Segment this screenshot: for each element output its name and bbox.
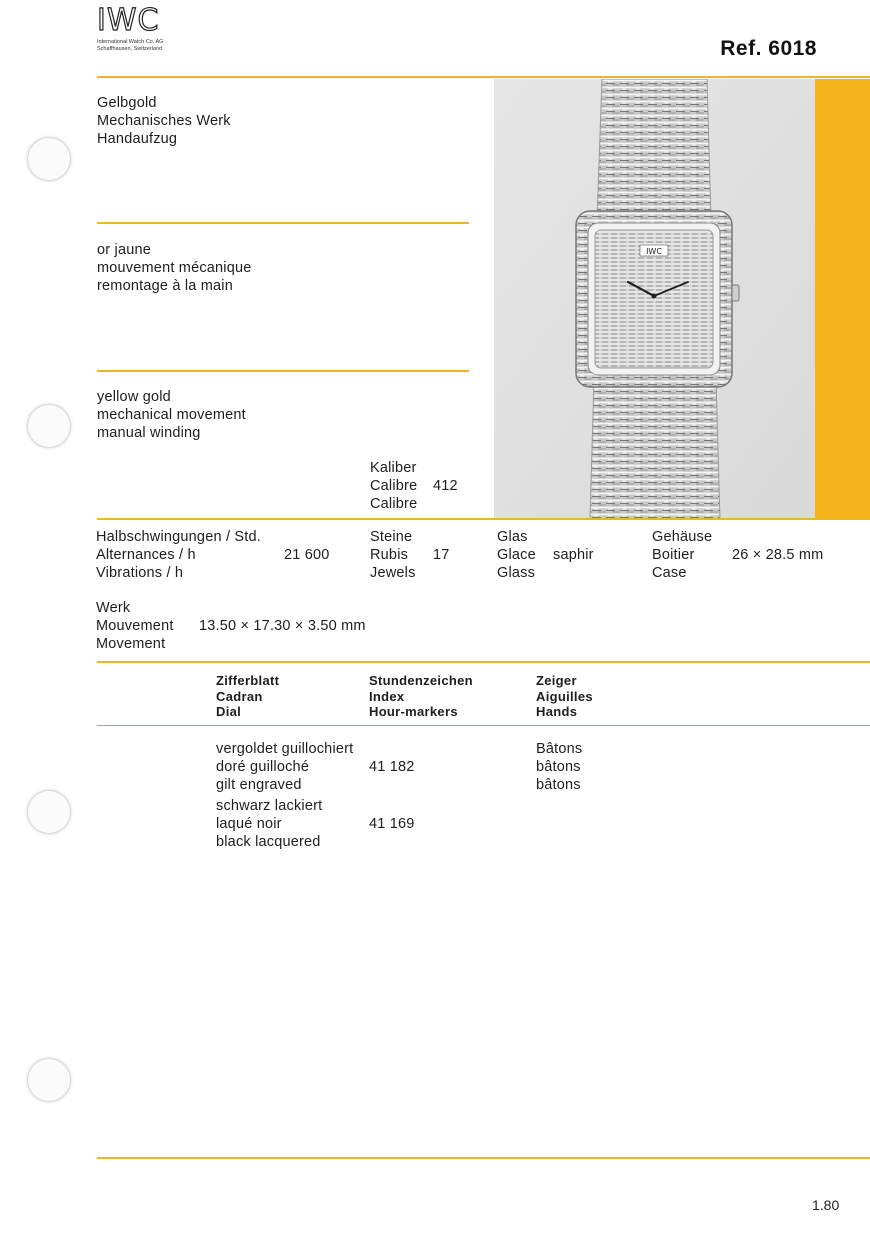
watch-photo <box>494 79 815 519</box>
iwc-logo <box>97 3 164 52</box>
desc-de-line: Gelbgold <box>97 95 157 111</box>
case-value: 26 × 28.5 mm <box>732 547 824 563</box>
binder-hole-2 <box>27 404 71 448</box>
desc-en-line: yellow gold <box>97 389 171 405</box>
vibrations-value: 21 600 <box>284 547 330 563</box>
vibrations-label: Vibrations / h <box>96 565 184 581</box>
header-index-line: Stundenzeichen <box>369 673 473 688</box>
accent-bar <box>815 79 870 519</box>
dial-cell-line: schwarz lackiert <box>216 798 323 814</box>
hands-cell-line: bâtons <box>536 759 581 775</box>
binder-hole-4 <box>27 1058 71 1102</box>
table-row <box>216 740 353 794</box>
dial-cell-line: vergoldet guillochiert <box>216 741 354 757</box>
rule-de <box>97 222 469 224</box>
description-en <box>97 388 246 442</box>
dial-logo: IWC <box>646 247 662 256</box>
reference-number: Ref. 6018 <box>720 37 817 60</box>
jewels-value: 17 <box>433 547 450 563</box>
jewels-label: Steine <box>370 529 413 545</box>
dial-cell-line: black lacquered <box>216 834 321 850</box>
calibre-label: Kaliber <box>370 460 417 476</box>
case-label: Case <box>652 565 687 581</box>
desc-de-line: Handaufzug <box>97 131 178 147</box>
glass-label: Glace <box>497 547 536 563</box>
header-hands-line: Aiguilles <box>536 688 593 704</box>
glass-labels <box>497 528 536 582</box>
glass-label: Glass <box>497 565 536 581</box>
calibre-label: Calibre <box>370 478 418 494</box>
description-fr <box>97 241 252 295</box>
movement-label: Movement <box>96 636 166 652</box>
header-hands-line: Hands <box>536 704 578 719</box>
glass-label: Glas <box>497 529 528 545</box>
index-cell: 41 169 <box>369 816 415 832</box>
vibrations-label: Halbschwingungen / Std. <box>96 529 262 545</box>
header-index-line: Index <box>369 688 405 704</box>
header-hands-line: Zeiger <box>536 673 577 688</box>
top-rule <box>97 76 870 78</box>
header-dial <box>216 673 279 720</box>
vibrations-labels <box>96 528 261 582</box>
calibre-label: Calibre <box>370 496 418 512</box>
hands-cell-line: Bâtons <box>536 741 583 757</box>
specs-rule <box>97 518 870 520</box>
glass-value: saphir <box>553 547 594 563</box>
jewels-label: Jewels <box>370 565 416 581</box>
company-name: International Watch Co. AG <box>97 39 164 45</box>
header-index-line: Hour-markers <box>369 704 458 719</box>
dial-cell-line: laqué noir <box>216 816 282 832</box>
movement-label: Mouvement <box>96 618 174 634</box>
bottom-rule <box>97 1157 870 1159</box>
index-cell: 41 182 <box>369 759 415 775</box>
vibrations-label: Alternances / h <box>96 547 196 563</box>
calibre-labels <box>370 459 417 513</box>
company-location: Schaffhausen, Switzerland <box>97 45 163 52</box>
case-label: Boitier <box>652 547 695 563</box>
desc-de-line: Mechanisches Werk <box>97 113 231 129</box>
movement-labels <box>96 599 174 653</box>
table-header-rule <box>97 725 870 726</box>
hands-cell <box>536 740 582 794</box>
jewels-label: Rubis <box>370 547 409 563</box>
desc-fr-line: or jaune <box>97 242 151 258</box>
calibre-value: 412 <box>433 478 458 494</box>
desc-en-line: manual winding <box>97 425 201 441</box>
header-index <box>369 673 473 720</box>
desc-fr-line: mouvement mécanique <box>97 260 252 276</box>
table-top-rule <box>97 661 870 663</box>
case-label: Gehäuse <box>652 529 713 545</box>
rule-fr <box>97 370 469 372</box>
desc-en-line: mechanical movement <box>97 407 246 423</box>
header-dial-line: Dial <box>216 704 242 719</box>
page-number: 1.80 <box>812 1197 840 1213</box>
jewels-labels <box>370 528 416 582</box>
header-dial-line: Cadran <box>216 688 263 704</box>
desc-fr-line: remontage à la main <box>97 278 233 294</box>
dial-cell-line: gilt engraved <box>216 777 302 793</box>
binder-hole-3 <box>27 790 71 834</box>
description-de <box>97 94 231 148</box>
case-labels <box>652 528 712 582</box>
dial-cell-line: doré guilloché <box>216 759 310 775</box>
movement-label: Werk <box>96 600 131 616</box>
hands-cell-line: bâtons <box>536 777 581 793</box>
header-hands <box>536 673 593 720</box>
movement-value: 13.50 × 17.30 × 3.50 mm <box>199 618 366 634</box>
table-row <box>216 797 322 851</box>
logo-text: IWC <box>97 3 160 38</box>
watch-illustration <box>494 79 815 519</box>
header-dial-line: Zifferblatt <box>216 673 280 688</box>
binder-hole-1 <box>27 137 71 181</box>
